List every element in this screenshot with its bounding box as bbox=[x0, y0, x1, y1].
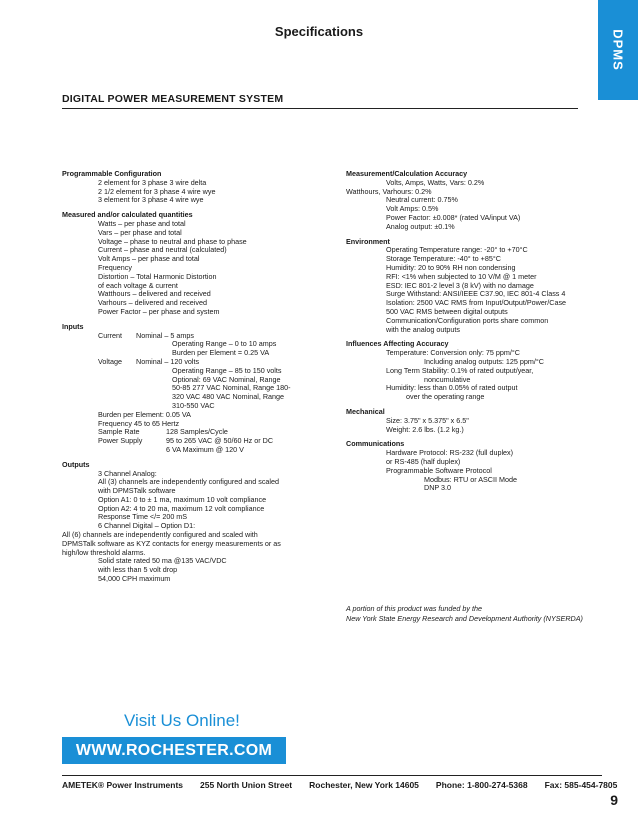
spec-line: 6 Channel Digital – Option D1: bbox=[98, 521, 196, 531]
sample-rate-label: Sample Rate bbox=[98, 427, 140, 437]
spec-line: Option A2: 4 to 20 ma, maximum 12 volt compliance bbox=[98, 503, 265, 513]
spec-line: Weight: 2.6 lbs. (1.2 kg.) bbox=[386, 424, 464, 434]
spec-line: Watts – per phase and total bbox=[98, 218, 186, 228]
heading-communications: Communications bbox=[346, 439, 405, 449]
spec-line: Humidity: 20 to 90% RH non condensing bbox=[386, 262, 516, 272]
spec-line: Storage Temperature: -40° to +85°C bbox=[386, 254, 501, 264]
spec-line: Surge Withstand: ANSI/IEEE C37.90, IEC 801-4 Class 4 bbox=[386, 289, 566, 299]
footer-phone: Phone: 1-800-274-5368 bbox=[435, 780, 528, 790]
funding-note bbox=[346, 604, 583, 623]
sample-rate-value: 128 Samples/Cycle bbox=[166, 427, 228, 437]
section-side-tab bbox=[598, 0, 638, 100]
spec-line: Programmable Software Protocol bbox=[386, 465, 492, 475]
footer-company: AMETEK® Power Instruments bbox=[62, 780, 184, 790]
input-voltage-nominal: Nominal – 120 volts bbox=[136, 356, 200, 366]
spec-line: 3 element for 3 phase 4 wire wye bbox=[98, 195, 204, 205]
spec-line: 54,000 CPH maximum bbox=[98, 574, 171, 584]
spec-line: Hardware Protocol: RS-232 (full duplex) bbox=[386, 448, 514, 458]
spec-line: Size: 3.75" x 5.375" x 6.5" bbox=[386, 415, 469, 425]
spec-line: Distortion – Total Harmonic Distortion bbox=[98, 271, 217, 281]
input-current-label: Current bbox=[98, 330, 122, 340]
spec-line: with the analog outputs bbox=[386, 324, 460, 334]
spec-line: Volts, Amps, Watts, Vars: 0.2% bbox=[386, 177, 485, 187]
funding-line-1: A portion of this product was funded by the bbox=[346, 604, 482, 613]
spec-line: or RS-485 (half duplex) bbox=[386, 456, 461, 466]
spec-line: Operating Temperature range: -20° to +70°C bbox=[386, 245, 528, 255]
footer-city: Rochester, New York 14605 bbox=[309, 780, 419, 790]
spec-line: Operating Range – 85 to 150 volts bbox=[172, 365, 282, 375]
spec-line: Volt Amps: 0.5% bbox=[386, 204, 439, 214]
page-header-title: Specifications bbox=[274, 24, 364, 39]
spec-line: Operating Range – 0 to 10 amps bbox=[172, 339, 277, 349]
visit-online-text: Visit Us Online! bbox=[124, 711, 240, 730]
spec-line: Long Term Stability: 0.1% of rated output/year, bbox=[386, 365, 534, 375]
heading-influences: Influences Affecting Accuracy bbox=[346, 339, 449, 349]
spec-line: Volt Amps – per phase and total bbox=[98, 254, 200, 264]
input-current-nominal: Nominal – 5 amps bbox=[136, 330, 194, 340]
heading-programmable-configuration: Programmable Configuration bbox=[62, 169, 162, 178]
spec-line: Response Time </= 200 mS bbox=[98, 512, 188, 522]
spec-line: All (6) channels are independently configured and scaled with bbox=[62, 530, 258, 540]
footer-street: 255 North Union Street bbox=[200, 780, 293, 790]
heading-environment: Environment bbox=[346, 236, 390, 246]
power-supply-value: 95 to 265 VAC @ 50/60 Hz or DC bbox=[166, 436, 274, 446]
spec-line: noncumulative bbox=[424, 374, 471, 384]
funding-line-2: New York State Energy Research and Development Authority (NYSERDA) bbox=[346, 613, 583, 623]
spec-line: Communication/Configuration ports share common bbox=[386, 315, 549, 325]
spec-line: 3 Channel Analog: bbox=[98, 468, 157, 478]
spec-line: Voltage – phase to neutral and phase to phase bbox=[98, 236, 247, 246]
spec-line: Neutral current: 0.75% bbox=[386, 195, 458, 205]
footer-fax: Fax: 585-454-7805 bbox=[544, 780, 618, 790]
spec-line: 2 1/2 element for 3 phase 4 wire wye bbox=[98, 186, 216, 196]
spec-line: Isolation: 2500 VAC RMS from Input/Output/Power/Case bbox=[386, 298, 567, 308]
spec-line: ESD: IEC 801-2 level 3 (8 kV) with no damage bbox=[386, 280, 534, 290]
spec-line: DPMSTalk software as KYZ contacts for energy measurements or as bbox=[62, 538, 281, 548]
spec-line: Burden per Element: 0.05 VA bbox=[98, 409, 191, 419]
page-footer bbox=[62, 775, 618, 790]
spec-line: Temperature: Conversion only: 75 ppm/°C bbox=[386, 348, 520, 358]
spec-line: Modbus: RTU or ASCII Mode bbox=[424, 474, 517, 484]
spec-line: Watthours, Varhours: 0.2% bbox=[346, 186, 432, 196]
spec-line: All (3) channels are independently configured and scaled bbox=[98, 477, 280, 487]
spec-line: Varhours – delivered and received bbox=[98, 298, 207, 308]
spec-line: Power Factor: ±0.008* (rated VA/input VA) bbox=[386, 212, 521, 222]
side-tab-label: DPMS bbox=[610, 29, 626, 71]
spec-line: with DPMSTalk software bbox=[98, 486, 176, 496]
spec-line: 2 element for 3 phase 3 wire delta bbox=[98, 177, 207, 187]
spec-line: Solid state rated 50 ma @135 VAC/VDC bbox=[98, 556, 227, 566]
spec-line: RFI: <1% when subjected to 10 V/M @ 1 meter bbox=[386, 271, 537, 281]
spec-line: Frequency 45 to 65 Hertz bbox=[98, 418, 180, 428]
spec-line: Watthours – delivered and received bbox=[98, 289, 211, 299]
spec-line: Frequency bbox=[98, 262, 132, 272]
heading-outputs: Outputs bbox=[62, 459, 90, 469]
spec-line: DNP 3.0 bbox=[424, 483, 452, 493]
spec-line: Optional: 69 VAC Nominal, Range bbox=[172, 374, 281, 384]
website-link[interactable]: WWW.ROCHESTER.COM bbox=[62, 737, 286, 764]
spec-line: with less than 5 volt drop bbox=[98, 565, 178, 575]
spec-line: Including analog outputs: 125 ppm/°C bbox=[424, 356, 544, 366]
spec-line: Burden per Element = 0.25 VA bbox=[172, 348, 270, 358]
section-title: DIGITAL POWER MEASUREMENT SYSTEM bbox=[62, 93, 578, 109]
spec-line: Option A1: 0 to ± 1 ma, maximum 10 volt compliance bbox=[98, 494, 267, 504]
power-supply-label: Power Supply bbox=[98, 436, 143, 446]
heading-inputs: Inputs bbox=[62, 321, 84, 331]
spec-line: 320 VAC 480 VAC Nominal, Range bbox=[172, 392, 284, 402]
page-number: 9 bbox=[610, 792, 618, 808]
input-voltage-label: Voltage bbox=[98, 356, 122, 366]
spec-line: Vars – per phase and total bbox=[98, 227, 182, 237]
specs-right-column bbox=[346, 170, 604, 493]
power-supply-value-2: 6 VA Maximum @ 120 V bbox=[166, 444, 244, 454]
specs-left-column bbox=[62, 170, 324, 584]
heading-measured-quantities: Measured and/or calculated quantities bbox=[62, 210, 193, 220]
heading-measurement-accuracy: Measurement/Calculation Accuracy bbox=[346, 169, 468, 178]
spec-line: 50-85 277 VAC Nominal, Range 180- bbox=[172, 383, 291, 393]
spec-line: Power Factor – per phase and system bbox=[98, 306, 220, 316]
spec-line: over the operating range bbox=[406, 392, 485, 402]
spec-line: Humidity: less than 0.05% of rated output bbox=[386, 383, 518, 393]
spec-line: high/low threshold alarms. bbox=[62, 547, 146, 557]
spec-line: Current – phase and neutral (calculated) bbox=[98, 245, 227, 255]
spec-line: Analog output: ±0.1% bbox=[386, 221, 455, 231]
spec-line: of each voltage & current bbox=[98, 280, 178, 290]
spec-line: 500 VAC RMS between digital outputs bbox=[386, 306, 508, 316]
spec-line: 310-550 VAC bbox=[172, 400, 215, 410]
heading-mechanical: Mechanical bbox=[346, 406, 385, 416]
